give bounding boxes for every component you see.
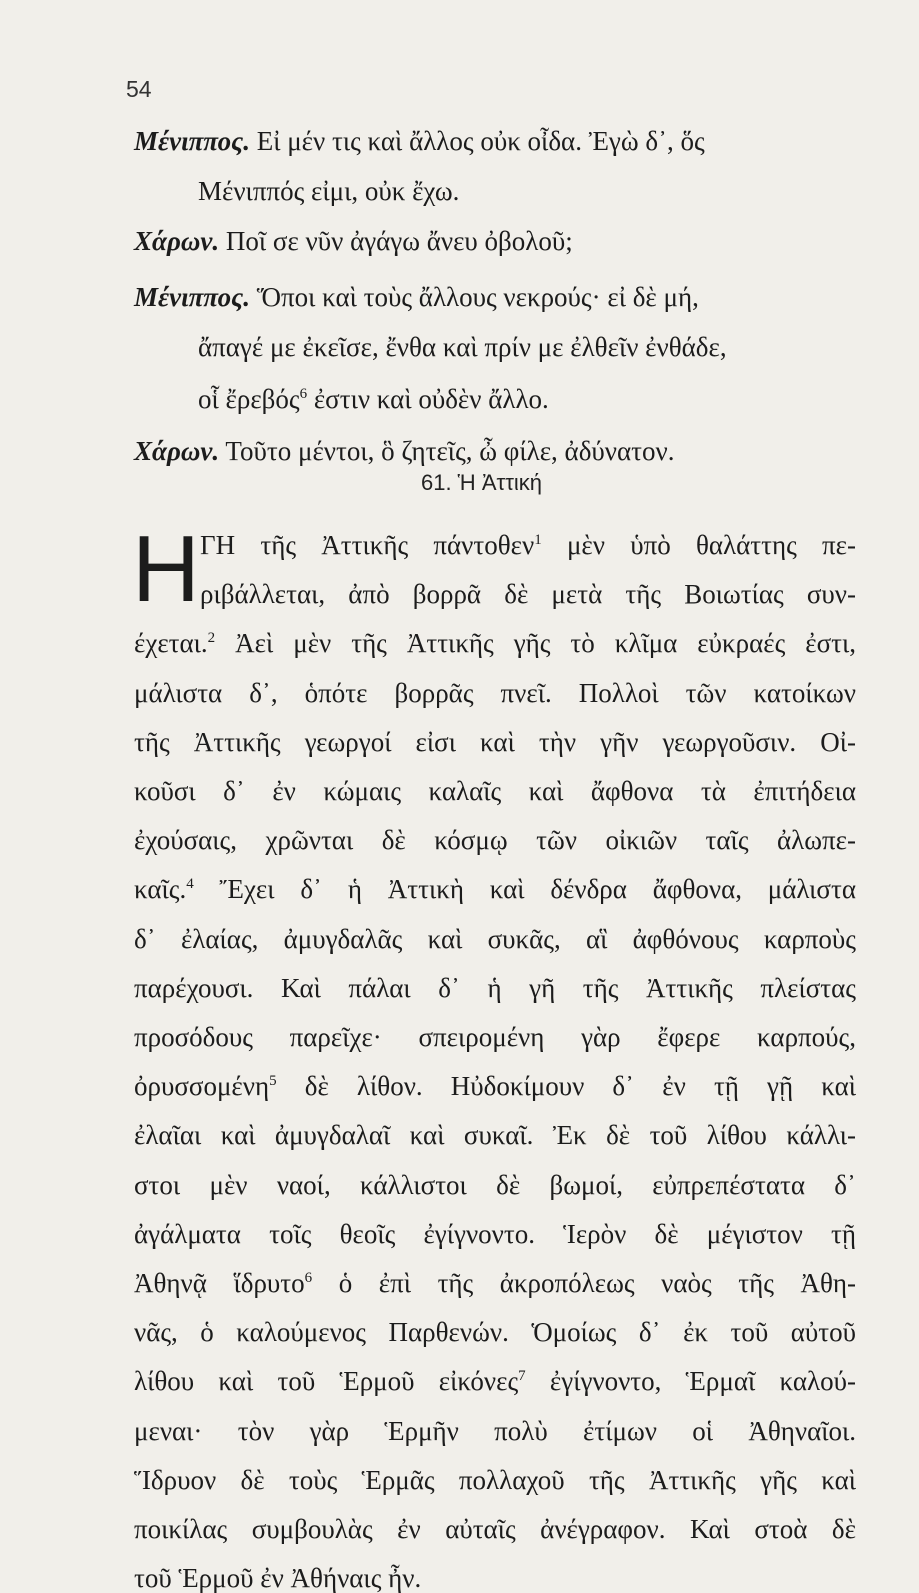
drop-cap: Η <box>132 516 198 621</box>
dialogue-text: Μένιππός εἰμι, οὐκ ἔχω. <box>198 176 460 206</box>
body-text-run: Ἀεὶ μὲν τῆς Ἀττικῆς γῆς τὸ κλῖμα εὐκραές ἐστι, <box>215 628 856 658</box>
dialogue-text: οἷ ἔρεβός <box>198 384 300 414</box>
body-text-run: ὀρυσσομένη <box>134 1071 270 1101</box>
body-text-run: μὲν ὑπὸ θαλάττης πε- <box>541 530 856 560</box>
dialogue-text: Τοῦτο μέντοι, ὃ ζητεῖς, ὦ φίλε, ἀδύνατον. <box>219 436 675 466</box>
body-line <box>134 1270 856 1297</box>
body-text-run: στοι μὲν ναοί, κάλλιστοι δὲ βωμοί, εὐπρεπέστατα δ᾽ <box>134 1170 856 1200</box>
dialogue-text: Ποῖ σε νῦν ἀγάγω ἄνευ ὀβολοῦ; <box>219 226 573 256</box>
dialogue-line <box>134 228 573 255</box>
dialogue-text: Ὅποι καὶ τοὺς ἄλλους νεκρούς· εἰ δὲ μή, <box>249 282 699 312</box>
dialogue-line <box>134 284 699 311</box>
body-text-run: ποικίλας συμβουλὰς ἐν αὐταῖς ἀνέγραφον. Καὶ στοὰ δὲ <box>134 1514 856 1544</box>
body-text-run: μεναι· τὸν γὰρ Ἑρμῆν πολὺ ἐτίμων οἱ Ἀθηναῖοι. <box>134 1416 856 1446</box>
body-line <box>134 1319 856 1346</box>
body-text-run: ἀγάλματα τοῖς θεοῖς ἐγίγνοντο. Ἱερὸν δὲ μέγιστον τῇ <box>134 1219 856 1249</box>
footnote-marker: 4 <box>186 876 194 892</box>
body-text-run: ριβάλλεται, ἀπὸ βορρᾶ δὲ μετὰ τῆς Βοιωτίας συν- <box>200 579 856 609</box>
body-text-run: ΓΗ τῆς Ἀττικῆς πάντοθεν <box>200 530 535 560</box>
body-line <box>134 630 856 657</box>
body-line <box>134 1172 856 1199</box>
body-line <box>134 1418 856 1445</box>
dialogue-line <box>198 178 459 205</box>
dialogue-line <box>134 438 674 465</box>
speaker-name: Μένιππος. <box>134 282 250 312</box>
body-line <box>134 926 856 953</box>
dialogue-line <box>198 334 727 361</box>
body-text-run: ἐγίγνοντο, Ἑρμαῖ καλού- <box>525 1366 856 1396</box>
dialogue-line <box>198 386 549 413</box>
footnote-marker: 6 <box>304 1270 313 1286</box>
body-line <box>134 1024 856 1051</box>
footnote-marker: 6 <box>299 386 308 402</box>
body-line <box>134 1467 856 1494</box>
page-number: 54 <box>126 76 152 102</box>
body-text-run: μάλιστα δ᾽, ὁπότε βορρᾶς πνεῖ. Πολλοὶ τῶν κατοίκων <box>134 678 856 708</box>
body-text-run: ὁ ἐπὶ τῆς ἀκροπόλεως ναὸς τῆς Ἀθη- <box>312 1268 856 1298</box>
body-text-run: τῆς Ἀττικῆς γεωργοί εἰσι καὶ τὴν γῆν γεωργοῦσιν. Οἰ- <box>134 727 856 757</box>
footnote-marker: 5 <box>269 1073 277 1089</box>
body-line <box>134 1516 856 1543</box>
body-text-run: νᾶς, ὁ καλούμενος Παρθενών. Ὁμοίως δ᾽ ἐκ τοῦ αὐτοῦ <box>134 1317 856 1347</box>
footnote-marker: 7 <box>518 1368 526 1384</box>
dialogue-text: ἐστιν καὶ οὐδὲν ἄλλο. <box>307 384 549 414</box>
body-text-run: προσόδους παρεῖχε· σπειρομένη γὰρ ἔφερε καρπούς, <box>134 1022 856 1052</box>
body-line <box>134 778 856 805</box>
body-text-run: τοῦ Ἑρμοῦ ἐν Ἀθήναις ἦν. <box>134 1563 422 1593</box>
body-text-run: Ἵδρυον δὲ τοὺς Ἑρμᾶς πολλαχοῦ τῆς Ἀττικῆς γῆς καὶ <box>134 1465 856 1495</box>
body-text-run: ἐλαῖαι καὶ ἀμυγδαλαῖ καὶ συκαῖ. Ἐκ δὲ τοῦ λίθου κάλλι- <box>134 1120 856 1150</box>
body-line <box>134 729 856 756</box>
body-text-run: Ἔχει δ᾽ ἡ Ἀττικὴ καὶ δένδρα ἄφθονα, μάλιστα <box>193 874 856 904</box>
body-line <box>134 827 856 854</box>
body-line <box>134 1073 856 1100</box>
body-line <box>200 581 856 608</box>
body-line <box>134 1122 856 1149</box>
body-line <box>134 1221 856 1248</box>
dialogue-line <box>134 128 705 155</box>
body-text-run: Ἀθηνᾷ ἵδρυτο <box>134 1268 305 1298</box>
body-text-run: δὲ λίθον. Ηὐδοκίμουν δ᾽ ἐν τῇ γῇ καὶ <box>276 1071 856 1101</box>
dialogue-text: ἄπαγέ με ἐκεῖσε, ἔνθα καὶ πρίν με ἐλθεῖν ἐνθάδε, <box>198 332 727 362</box>
body-text-run: έχεται. <box>134 628 208 658</box>
footnote-marker: 1 <box>534 532 542 548</box>
body-line <box>200 532 856 559</box>
body-line <box>134 680 856 707</box>
body-line <box>134 1368 856 1395</box>
dialogue-text: Εἰ μέν τις καὶ ἄλλος οὐκ οἶδα. Ἐγὼ δ᾽, ὅς <box>249 126 705 156</box>
body-line <box>134 1565 856 1592</box>
body-text-run: ἐχούσαις, χρῶνται δὲ κόσμῳ τῶν οἰκιῶν ταῖς ἀλωπε- <box>134 825 856 855</box>
body-text-run: κοῦσι δ᾽ ἐν κώμαις καλαῖς καὶ ἄφθονα τὰ ἐπιτήδεια <box>134 776 856 806</box>
body-text-run: λίθου καὶ τοῦ Ἑρμοῦ εἰκόνες <box>134 1366 519 1396</box>
speaker-name: Χάρων. <box>134 226 220 256</box>
section-heading: 61. Ἡ Ἀττική <box>420 470 543 495</box>
speaker-name: Χάρων. <box>134 436 220 466</box>
body-line <box>134 975 856 1002</box>
body-line <box>134 876 856 903</box>
body-text-run: καῖς. <box>134 874 187 904</box>
footnote-marker: 2 <box>207 630 216 646</box>
body-text-run: παρέχουσι. Καὶ πάλαι δ᾽ ἡ γῆ τῆς Ἀττικῆς πλείστας <box>134 973 856 1003</box>
body-text-run: δ᾽ ἐλαίας, ἀμυγδαλᾶς καὶ συκᾶς, αἳ ἀφθόνους καρποὺς <box>134 924 856 954</box>
speaker-name: Μένιππος. <box>134 126 250 156</box>
